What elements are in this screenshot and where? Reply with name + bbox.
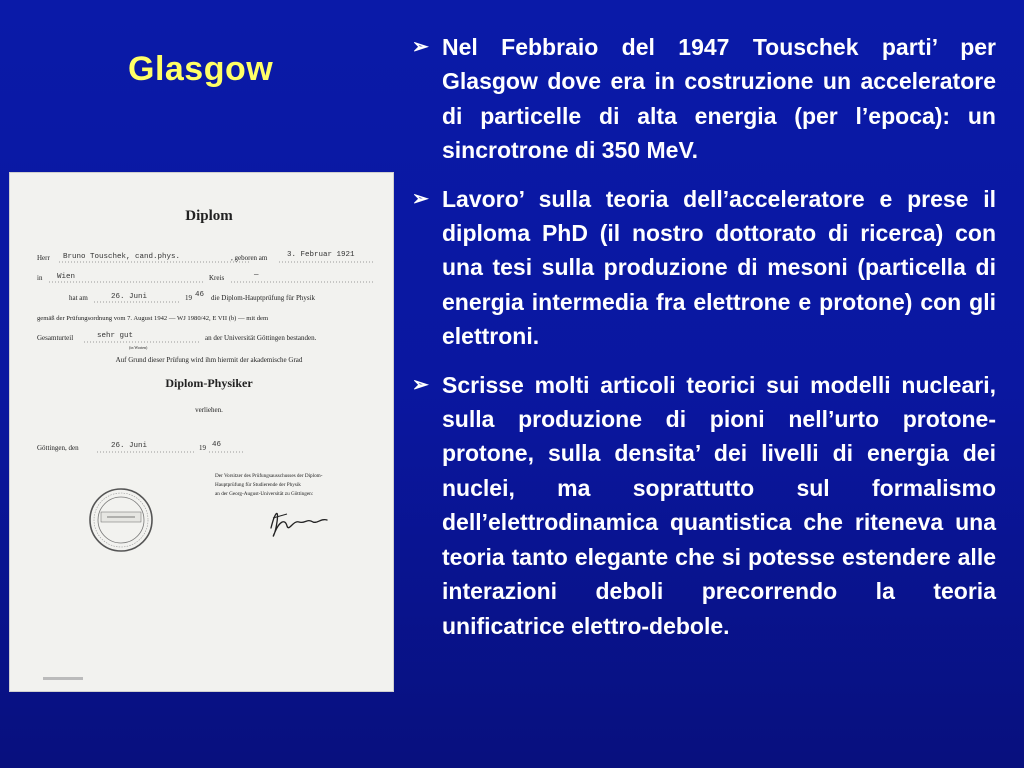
bullet-text: Lavoro’ sulla teoria dell’acceleratore e prese il diploma PhD (il nostro dottorato di ricerca) con una tesi sulla produzione di mesoni (particella di energia intermedia fra elettrone e protone) con gli elettroni. (442, 185, 996, 350)
arrow-bullet-icon: ➢ (412, 373, 429, 396)
hat-am-label: hat am (69, 294, 88, 302)
diploma-document-image (9, 172, 394, 692)
bullet-item (410, 368, 996, 643)
verliehen-text: verliehen. (195, 406, 223, 414)
kreis-label: Kreis (209, 274, 225, 282)
conferral-line: Auf Grund dieser Prüfung wird ihm hiermit der akademische Grad (115, 356, 303, 364)
born-label: , geboren am (231, 254, 268, 262)
overall-label: Gesamturteil (37, 334, 74, 342)
regulation-line: gemäß der Prüfungsordnung vom 7. August 1942 — WJ 1980/42, E VII (b) — mit dem (37, 315, 269, 322)
grade: sehr gut (97, 332, 134, 340)
exam-year-prefix: 19 (185, 294, 192, 302)
exam-text: die Diplom-Hauptprüfung für Physik (211, 294, 316, 302)
diploma-heading: Diplom (185, 208, 233, 224)
birth-date: 3. Februar 1921 (287, 251, 355, 259)
bullet-text: Scrisse molti articoli teorici sui modelli nucleari, sulla produzione di pioni nell’urto protone-protone, sulla densita’ dei livelli di energia dei nuclei, ma soprattutto sul formalismo dell’elettrodinamica quantistica che riteneva una teoria tanto elegante che si potesse estendere alle interazioni deboli precorrendo la teoria unificatrice elettro-debole. (442, 371, 996, 639)
bullet-item (410, 182, 996, 354)
place-year-prefix: 19 (199, 444, 206, 452)
place-label: Göttingen, den (37, 444, 79, 452)
arrow-bullet-icon: ➢ (412, 187, 429, 210)
bullet-list (410, 30, 996, 657)
degree-title: Diplom-Physiker (165, 376, 253, 390)
signature-block-line-3: an der Georg-August-Universität zu Göttingen: (215, 491, 314, 497)
exam-date: 26. Juni (111, 293, 148, 301)
bullet-text: Nel Febbraio del 1947 Touschek parti’ per Glasgow dove era in costruzione un acceleratore di particelle di alta energia (per l’epoca): un sincrotrone di 350 MeV. (442, 34, 996, 164)
place-year-suffix: 46 (212, 441, 222, 449)
herr-label: Herr (37, 254, 50, 262)
bullet-item (410, 30, 996, 168)
university-line: an der Universität Göttingen bestanden. (205, 334, 317, 342)
candidate-name: Bruno Touschek, cand.phys. (63, 253, 181, 261)
slide-title: Glasgow (128, 50, 274, 88)
birthplace: Wien (57, 273, 76, 281)
kreis-value: — (254, 271, 259, 279)
place-date: 26. Juni (111, 442, 148, 450)
signature-block-line-1: Der Vorsitzer des Prüfungsausschusses der Diplom- (215, 473, 323, 479)
signature-mark (271, 513, 327, 536)
exam-year-suffix: 46 (195, 291, 205, 299)
arrow-bullet-icon: ➢ (412, 36, 429, 58)
grade-note: (in Worten) (129, 345, 148, 350)
in-label: in (37, 274, 43, 282)
signature-block-line-2: Hauptprüfung für Studierende der Physik (215, 482, 301, 488)
university-seal (90, 489, 152, 551)
